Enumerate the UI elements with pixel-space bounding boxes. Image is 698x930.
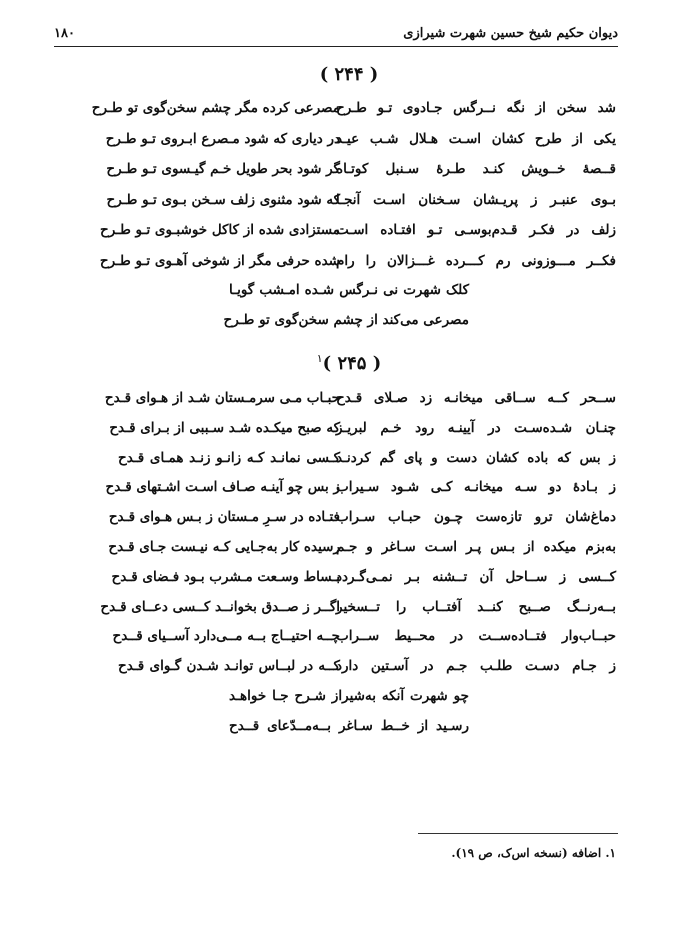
second-hemistich: حبـاب مـی سرمـستان شـد از هـوای قـدح xyxy=(104,390,340,406)
verse-row xyxy=(0,253,698,283)
first-hemistich: چنـان شـده‌سـت در آیینـه رود خـم لبریـز xyxy=(336,419,616,436)
first-hemistich: زلف در فکـر قـدم‌بوسـی تـو افتـاده اسـت xyxy=(336,222,616,238)
verse-row xyxy=(0,100,698,130)
second-hemistich: چــه احتیــاج بــه مــی‌دارد آســیای قــدح xyxy=(112,628,340,645)
page-header xyxy=(54,22,618,44)
verse-row xyxy=(0,479,698,509)
first-hemistich: ز بس که باده کشان دست و پای گم کردنـد xyxy=(336,449,616,466)
first-hemistich: حبــاب‌وار فتــاده‌ســت در محــیط ســراب xyxy=(336,628,616,645)
second-hemistich: اگــر ز صــدق بخوانــد کــسی دعــای قـدح xyxy=(100,598,340,615)
verse-row xyxy=(0,420,698,450)
second-hemistich: که شود مثنوی زلف سـخن بـوی تـو طـرح xyxy=(106,191,340,208)
verse-row xyxy=(0,450,698,480)
poem-244-closing-line-1: کلک شهرت نی نـرگس شـده امـشب گویـا xyxy=(229,282,469,298)
verse-row xyxy=(0,658,698,688)
second-hemistich: مستزادی شده از کاکل خوشبـوی تـو طـرح xyxy=(99,222,340,238)
second-hemistich: کــه در لبــاس توانـد شـدن گـوای قـدح xyxy=(118,658,340,675)
verse-row xyxy=(0,390,698,420)
second-hemistich: رسیده کار به‌جـایی کـه نیـست جـای قـدح xyxy=(108,539,340,555)
first-hemistich: کــسی ز ســاحل آن تــشنه بـر نمـی‌گـردد xyxy=(336,568,616,585)
second-hemistich: شده حرفی مگر از شوخی آهـوی تـو طـرح xyxy=(99,252,340,269)
first-hemistich: ز بـادهٔ دو سـه میخانـه کـی شـود سـیراب xyxy=(336,479,616,496)
poem-title-244: ( ۲۴۴ ) xyxy=(319,64,379,85)
poem-title-245: ( ۲۴۵ )$^۱$ xyxy=(316,352,382,374)
verse-row xyxy=(0,192,698,222)
first-hemistich: شد سخن از نگه نــرگس جـادوی تـو طـرح xyxy=(336,100,616,116)
first-hemistich: بــه‌رنــگ صــبح کنــد آفتــاب را تــسخیر xyxy=(336,598,616,615)
first-hemistich: ســحر کــه ســاقی میخانـه زد صـلای قـدح xyxy=(336,390,616,406)
verse-row xyxy=(0,599,698,629)
first-hemistich: بـوی عنبـر ز پریـشان سـخنان اسـت آنجـا xyxy=(336,191,616,208)
first-hemistich: دماغ‌شان ترو تازه‌ست چـون حبـاب سـراب xyxy=(336,509,616,526)
verse-row xyxy=(0,161,698,191)
second-hemistich: فتـاده در سـرِ مـستان ز بـس هـوای قـدح xyxy=(108,509,340,526)
second-hemistich: در دیاری که شود مـصرع ابـروی تـو طـرح xyxy=(105,130,340,147)
second-hemistich: که صبح میکـده شـد سـببی از بـرای قـدح xyxy=(109,419,340,436)
verse-row xyxy=(0,131,698,161)
poem-245-closing-line-1: چو شهرت آنکه به‌شیراز شـرح جـا خواهـد xyxy=(229,688,469,704)
page-number: ۱۸۰ xyxy=(54,25,75,41)
second-hemistich: بـساط وسـعت مـشرب بـود فـضای قـدح xyxy=(111,568,340,585)
poem-245-closing-line-2: رسـید از خــط سـاغر بــه‌مــدّعای قــدح xyxy=(229,718,469,734)
header-divider xyxy=(54,46,618,47)
book-title: دیوان حکیم شیخ حسین شهرت شیرازی xyxy=(403,25,618,41)
first-hemistich: فکــر مـــوزونی رم کـــرده غـــزالان را رام xyxy=(336,252,616,269)
footnote-divider xyxy=(418,833,618,834)
verse-row xyxy=(0,222,698,252)
verse-row xyxy=(0,539,698,569)
poem-244-closing-line-2: مصرعی می‌کند از چشم سخن‌گوی تو طـرح xyxy=(223,312,469,328)
verse-row xyxy=(0,509,698,539)
first-hemistich: ز جـام دسـت طلـب جـم در آسـتین دارد xyxy=(336,658,616,675)
verse-row xyxy=(0,569,698,599)
second-hemistich: گر شود بحر طویل خـم گیـسوی تـو طـرح xyxy=(106,161,340,177)
first-hemistich: یکی از طرح کشان اسـت هـلال شـب عیـد xyxy=(336,130,616,147)
second-hemistich: ز بس چو آینـه صـاف اسـت اشـتهای قـدح xyxy=(105,479,340,496)
footnote: ۱. اضافه (نسخه اس‌ک، ص ۱۹). xyxy=(451,846,616,860)
footnote-marker: ۱ xyxy=(316,352,323,365)
first-hemistich: به‌بزم میکده از بـس پـر اسـت سـاغر و جـم xyxy=(336,539,616,555)
first-hemistich: قــصهٔ خــویش کنـد طـرهٔ سـنبل کوتـاه xyxy=(336,161,616,177)
verse-row xyxy=(0,628,698,658)
second-hemistich: کـسی نمانـد کـه زانـو زنـد همـای قـدح xyxy=(118,449,340,466)
second-hemistich: مصرعی کرده مگر چشم سخن‌گوی تو طـرح xyxy=(91,100,340,116)
